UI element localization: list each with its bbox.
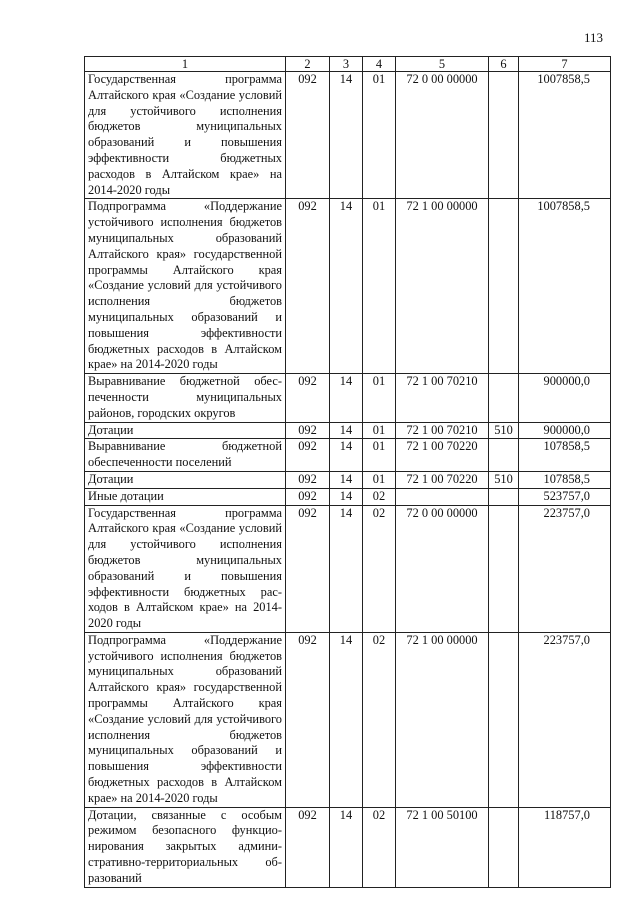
ministry-code: 092 [286, 439, 330, 472]
table-row [85, 632, 611, 807]
column-header: 5 [396, 57, 489, 72]
ministry-code: 092 [286, 374, 330, 422]
row-name: Подпрограмма «Поддержание устойчивого исполнения бюджетов муниципальных образований Алтайского края» государственной программы Алтайского края «Создание условий для устойчивого исполнения бюджетов муниципальных образований и повышения эффективности бюджетных расходов в Алтайском крае» на 2014-2020 годы [85, 632, 286, 807]
ministry-code: 092 [286, 807, 330, 887]
amount: 107858,5 [519, 471, 611, 488]
target-code: 72 0 00 00000 [396, 72, 489, 199]
expense-type-code [489, 632, 519, 807]
ministry-code: 092 [286, 505, 330, 632]
row-name: Подпрограмма «Поддержание устойчивого исполнения бюджетов муниципальных образований Алтайского края» государственной программы Алтайского края «Создание условий для устойчивого исполнения бюджетов муниципальных образований и повышения эффективности бюджетных расходов в Алтайском крае» на 2014-2020 годы [85, 199, 286, 374]
table-row [85, 488, 611, 505]
table-row [85, 439, 611, 472]
table-row [85, 505, 611, 632]
ministry-code: 092 [286, 488, 330, 505]
target-code: 72 1 00 00000 [396, 632, 489, 807]
table-row [85, 422, 611, 439]
amount: 107858,5 [519, 439, 611, 472]
amount: 223757,0 [519, 632, 611, 807]
ministry-code: 092 [286, 422, 330, 439]
row-name: Государственная программа Алтайского края «Создание условий для устойчивого исполнения бюджетов муниципальных образований и повышения эффективности бюджетных расходов в Алтайском крае» на 2014-2020 годы [85, 505, 286, 632]
expense-type-code [489, 807, 519, 887]
amount: 1007858,5 [519, 72, 611, 199]
column-header: 7 [519, 57, 611, 72]
subsection-code: 02 [363, 488, 396, 505]
target-code: 72 1 00 50100 [396, 807, 489, 887]
header-row [85, 57, 611, 72]
row-name: Дотации, связанные с особым режимом безопасного функционирования закрытых административно-территориальных образований [85, 807, 286, 887]
column-header: 1 [85, 57, 286, 72]
section-code: 14 [330, 422, 363, 439]
expense-type-code [489, 199, 519, 374]
section-code: 14 [330, 199, 363, 374]
subsection-code: 01 [363, 439, 396, 472]
target-code [396, 488, 489, 505]
subsection-code: 02 [363, 632, 396, 807]
subsection-code: 02 [363, 505, 396, 632]
expense-type-code [489, 439, 519, 472]
amount: 900000,0 [519, 422, 611, 439]
expense-type-code [489, 505, 519, 632]
table-row [85, 72, 611, 199]
ministry-code: 092 [286, 199, 330, 374]
subsection-code: 01 [363, 199, 396, 374]
column-header: 4 [363, 57, 396, 72]
section-code: 14 [330, 72, 363, 199]
subsection-code: 01 [363, 471, 396, 488]
ministry-code: 092 [286, 632, 330, 807]
section-code: 14 [330, 374, 363, 422]
table-row [85, 199, 611, 374]
row-name: Выравнивание бюджетной обеспеченности поселений [85, 439, 286, 472]
row-name: Выравнивание бюджетной обеспеченности муниципальных районов, городских округов [85, 374, 286, 422]
ministry-code: 092 [286, 72, 330, 199]
amount: 223757,0 [519, 505, 611, 632]
target-code: 72 1 00 70220 [396, 439, 489, 472]
expense-type-code [489, 72, 519, 199]
column-header: 6 [489, 57, 519, 72]
table-row [85, 374, 611, 422]
target-code: 72 1 00 70210 [396, 374, 489, 422]
expense-type-code [489, 374, 519, 422]
ministry-code: 092 [286, 471, 330, 488]
column-header: 3 [330, 57, 363, 72]
table-row [85, 807, 611, 887]
target-code: 72 1 00 70220 [396, 471, 489, 488]
target-code: 72 0 00 00000 [396, 505, 489, 632]
amount: 900000,0 [519, 374, 611, 422]
row-name: Иные дотации [85, 488, 286, 505]
expense-type-code: 510 [489, 471, 519, 488]
column-header: 2 [286, 57, 330, 72]
subsection-code: 02 [363, 807, 396, 887]
section-code: 14 [330, 471, 363, 488]
target-code: 72 1 00 70210 [396, 422, 489, 439]
expense-type-code [489, 488, 519, 505]
section-code: 14 [330, 488, 363, 505]
subsection-code: 01 [363, 422, 396, 439]
section-code: 14 [330, 439, 363, 472]
row-name: Дотации [85, 471, 286, 488]
amount: 1007858,5 [519, 199, 611, 374]
section-code: 14 [330, 807, 363, 887]
expense-type-code: 510 [489, 422, 519, 439]
table-row [85, 471, 611, 488]
amount: 523757,0 [519, 488, 611, 505]
budget-table [84, 56, 611, 888]
section-code: 14 [330, 505, 363, 632]
amount: 118757,0 [519, 807, 611, 887]
target-code: 72 1 00 00000 [396, 199, 489, 374]
section-code: 14 [330, 632, 363, 807]
subsection-code: 01 [363, 374, 396, 422]
page-number: 113 [584, 30, 604, 45]
row-name: Дотации [85, 422, 286, 439]
subsection-code: 01 [363, 72, 396, 199]
row-name: Государственная программа Алтайского края «Создание условий для устойчивого исполнения бюджетов муниципальных образований и повышения эффективности бюджетных расходов в Алтайском крае» на 2014-2020 годы [85, 72, 286, 199]
